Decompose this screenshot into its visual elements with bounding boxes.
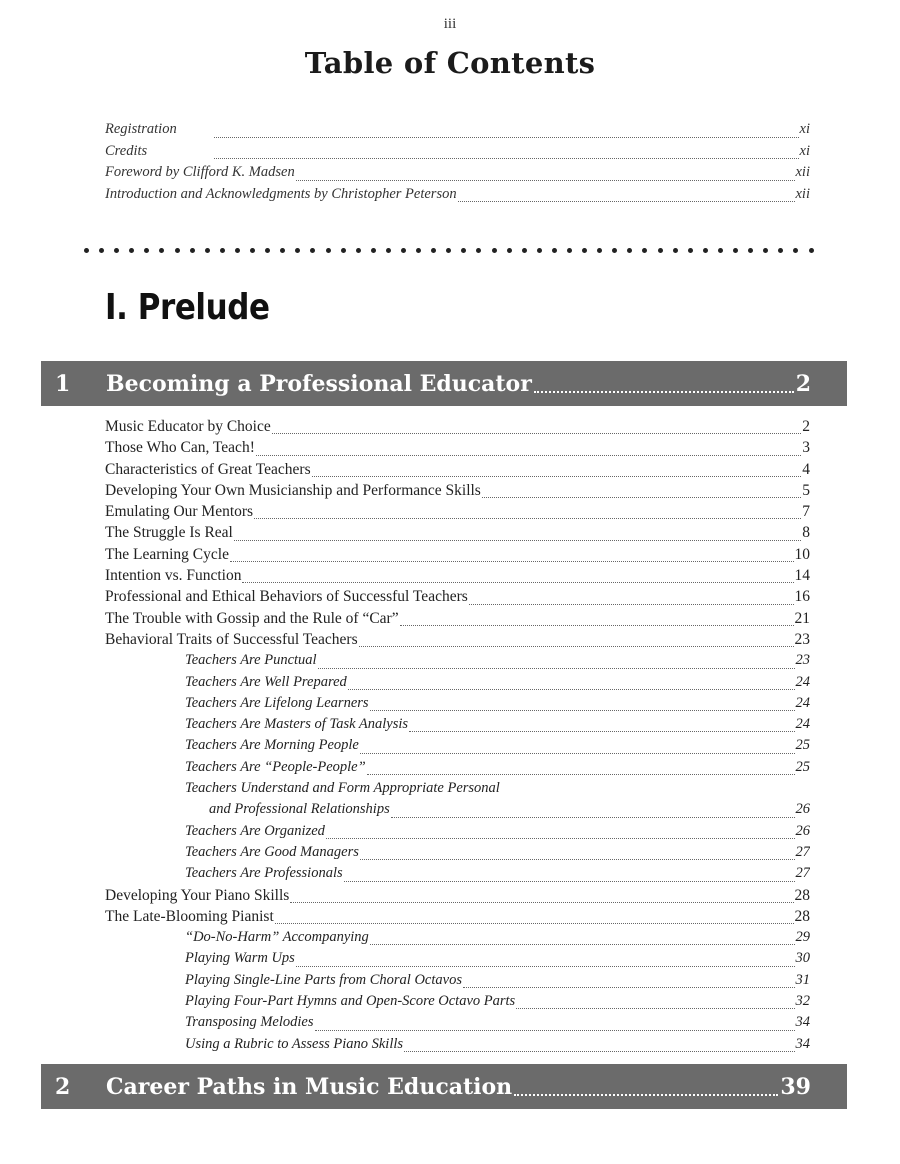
entry-label: Emulating Our Mentors — [105, 503, 254, 521]
entry-page: 27 — [795, 843, 810, 860]
dot-leader — [514, 1094, 778, 1096]
dot-leader — [370, 710, 795, 711]
dot-leader — [230, 561, 794, 562]
section-list — [105, 418, 810, 1057]
divider-dot — [401, 248, 406, 253]
chapter-number: 2 — [55, 1073, 71, 1100]
toc-entry[interactable] — [105, 567, 810, 588]
toc-subentry[interactable] — [105, 993, 810, 1014]
dot-leader — [272, 433, 802, 434]
divider-dot — [175, 248, 180, 253]
dot-leader — [463, 987, 795, 988]
entry-label: Behavioral Traits of Successful Teachers — [105, 630, 358, 648]
divider-dot — [341, 248, 346, 253]
divider-dot — [718, 248, 723, 253]
divider-dot — [84, 248, 89, 253]
dot-leader — [318, 668, 795, 669]
entry-label: Those Who Can, Teach! — [105, 439, 255, 457]
entry-label: Teachers Are Punctual — [185, 652, 317, 669]
toc-subentry[interactable] — [105, 929, 810, 950]
toc-entry[interactable] — [105, 482, 810, 503]
entry-page: 14 — [794, 567, 810, 585]
divider-dot — [371, 248, 376, 253]
entry-label: Intention vs. Function — [105, 567, 242, 585]
chapter-header-1[interactable] — [41, 361, 847, 406]
divider-dot — [446, 248, 451, 253]
divider-dot — [793, 248, 798, 253]
divider-dot — [567, 248, 572, 253]
dot-leader — [534, 391, 794, 393]
entry-label: Professional and Ethical Behaviors of Successful Teachers — [105, 588, 468, 606]
toc-entry[interactable] — [105, 546, 810, 567]
front-matter-entry[interactable] — [105, 121, 810, 143]
entry-label: Credits — [105, 142, 148, 159]
toc-entry[interactable] — [105, 503, 810, 524]
divider-dot — [280, 248, 285, 253]
entry-page: 24 — [795, 694, 810, 711]
entry-page: 16 — [794, 588, 810, 606]
toc-subentry[interactable] — [105, 759, 810, 780]
divider-dot — [461, 248, 466, 253]
entry-label: Introduction and Acknowledgments by Christopher Peterson — [105, 185, 457, 202]
divider-dot — [99, 248, 104, 253]
chapter-page: 2 — [795, 370, 811, 397]
divider-dot — [748, 248, 753, 253]
divider-dot — [114, 248, 119, 253]
entry-label: “Do-No-Harm” Accompanying — [185, 929, 369, 946]
toc-subentry[interactable] — [105, 737, 810, 758]
dot-leader — [254, 518, 801, 519]
entry-label: The Struggle Is Real — [105, 524, 233, 542]
entry-page: 25 — [795, 737, 810, 754]
entry-page: xi — [799, 142, 810, 159]
toc-subentry[interactable] — [105, 1014, 810, 1035]
divider-dot — [507, 248, 512, 253]
entry-label: Teachers Are Lifelong Learners — [185, 694, 369, 711]
dot-leader — [326, 838, 795, 839]
front-matter-entry[interactable] — [105, 143, 810, 165]
dot-leader — [400, 625, 794, 626]
divider-dot — [673, 248, 678, 253]
entry-page: 27 — [795, 865, 810, 882]
divider-dot — [612, 248, 617, 253]
entry-label: Characteristics of Great Teachers — [105, 460, 311, 478]
divider-dot — [235, 248, 240, 253]
entry-page: 8 — [802, 524, 810, 542]
toc-entry[interactable] — [105, 418, 810, 439]
page-title: Table of Contents — [304, 46, 596, 80]
chapter-title: Becoming a Professional Educator — [106, 370, 532, 397]
divider-dot — [492, 248, 497, 253]
entry-label: Teachers Are Well Prepared — [185, 673, 347, 690]
entry-page: 10 — [794, 545, 810, 563]
toc-subentry[interactable] — [105, 844, 810, 865]
divider-dot — [144, 248, 149, 253]
divider-dot — [416, 248, 421, 253]
entry-label: Developing Your Own Musicianship and Performance Skills — [105, 481, 481, 499]
divider-dot — [552, 248, 557, 253]
entry-page: 34 — [795, 1014, 810, 1031]
entry-page: 24 — [795, 716, 810, 733]
chapter-number: 1 — [55, 370, 71, 397]
toc-subentry[interactable] — [105, 823, 810, 844]
dot-leader — [256, 455, 801, 456]
entry-label: Playing Four-Part Hymns and Open-Score Octavo Parts — [185, 993, 516, 1010]
toc-subentry[interactable] — [105, 950, 810, 971]
divider-dot — [658, 248, 663, 253]
entry-label: Teachers Are Masters of Task Analysis — [185, 716, 409, 733]
part-title: I. Prelude — [105, 287, 270, 328]
entry-label: Registration — [105, 121, 177, 137]
dot-leader — [482, 497, 801, 498]
entry-page: 32 — [795, 993, 810, 1010]
dot-leader — [214, 137, 799, 138]
chapter-page: 39 — [780, 1073, 811, 1100]
divider-dot — [582, 248, 587, 253]
divider-dot — [763, 248, 768, 253]
dot-leader — [458, 201, 795, 202]
divider-dot — [129, 248, 134, 253]
divider-dot — [733, 248, 738, 253]
entry-page: 26 — [795, 801, 810, 818]
toc-subentry[interactable] — [105, 695, 810, 716]
toc-entry[interactable] — [105, 588, 810, 609]
dotted-divider — [84, 240, 814, 260]
entry-page: 2 — [802, 418, 810, 435]
toc-entry[interactable] — [105, 631, 810, 652]
divider-dot — [537, 248, 542, 253]
entry-label: Playing Single-Line Parts from Choral Octavos — [185, 971, 462, 988]
toc-subentry[interactable] — [105, 674, 810, 695]
dot-leader — [312, 476, 802, 477]
entry-label: Foreword by Clifford K. Madsen — [105, 164, 295, 180]
dot-leader — [344, 881, 795, 882]
entry-page: 7 — [802, 503, 810, 521]
entry-page: 24 — [795, 673, 810, 690]
dot-leader — [516, 1008, 794, 1009]
entry-page: 23 — [794, 630, 810, 648]
front-matter-entry[interactable] — [105, 164, 810, 186]
front-matter-list — [105, 121, 810, 207]
dot-leader — [348, 689, 795, 690]
divider-dot — [386, 248, 391, 253]
entry-label: and Professional Relationships — [209, 801, 390, 818]
entry-label: Using a Rubric to Assess Piano Skills — [185, 1035, 404, 1052]
entry-page: 30 — [795, 950, 810, 967]
dot-leader — [360, 753, 795, 754]
entry-page: 29 — [795, 929, 810, 946]
entry-page: 21 — [794, 609, 810, 627]
divider-dot — [476, 248, 481, 253]
dot-leader — [360, 859, 795, 860]
dot-leader — [242, 582, 793, 583]
entry-label: The Trouble with Gossip and the Rule of “Car” — [105, 609, 399, 627]
divider-dot — [597, 248, 602, 253]
divider-dot — [431, 248, 436, 253]
toc-subentry[interactable] — [105, 972, 810, 993]
toc-entry[interactable] — [105, 887, 810, 908]
divider-dot — [295, 248, 300, 253]
entry-label: Teachers Are Professionals — [185, 865, 343, 882]
toc-entry[interactable] — [105, 439, 810, 460]
entry-label: Transposing Melodies — [185, 1014, 314, 1031]
divider-dot — [356, 248, 361, 253]
dot-leader — [469, 604, 794, 605]
dot-leader — [290, 902, 793, 903]
divider-dot — [522, 248, 527, 253]
chapter-header-2[interactable] — [41, 1064, 847, 1109]
dot-leader — [409, 731, 794, 732]
entry-page: 26 — [795, 822, 810, 839]
entry-label: Music Educator by Choice — [105, 418, 271, 435]
dot-leader — [296, 180, 795, 181]
toc-entry[interactable] — [105, 610, 810, 631]
page-number: iii — [443, 16, 457, 32]
entry-label: Playing Warm Ups — [185, 950, 295, 967]
dot-leader — [359, 646, 794, 647]
divider-dot — [220, 248, 225, 253]
toc-subentry[interactable] — [105, 1036, 810, 1057]
divider-dot — [703, 248, 708, 253]
entry-page: xii — [795, 185, 810, 202]
toc-entry[interactable] — [105, 461, 810, 482]
entry-label: The Late-Blooming Pianist — [105, 907, 274, 925]
dot-leader — [315, 1030, 795, 1031]
divider-dot — [688, 248, 693, 253]
divider-dot — [778, 248, 783, 253]
entry-page: 31 — [795, 971, 810, 988]
toc-entry[interactable] — [105, 524, 810, 545]
dot-leader — [214, 158, 799, 159]
dot-leader — [234, 540, 801, 541]
divider-dot — [326, 248, 331, 253]
entry-label: Teachers Are “People-People” — [185, 758, 366, 775]
entry-page: 23 — [795, 652, 810, 669]
entry-page: 4 — [802, 460, 810, 478]
toc-subentry[interactable] — [105, 801, 810, 822]
divider-dot — [627, 248, 632, 253]
entry-label: Teachers Are Good Managers — [185, 843, 359, 860]
entry-label: Teachers Are Organized — [185, 822, 325, 839]
divider-dot — [265, 248, 270, 253]
entry-page: xi — [799, 121, 810, 137]
divider-dot — [205, 248, 210, 253]
divider-dot — [642, 248, 647, 253]
entry-label: Developing Your Piano Skills — [105, 886, 290, 904]
divider-dot — [190, 248, 195, 253]
entry-page: 25 — [795, 758, 810, 775]
entry-page: xii — [795, 164, 810, 180]
entry-page: 28 — [794, 886, 810, 904]
divider-dot — [159, 248, 164, 253]
front-matter-entry[interactable] — [105, 186, 810, 208]
dot-leader — [391, 817, 795, 818]
toc-subentry[interactable] — [105, 652, 810, 673]
entry-label: The Learning Cycle — [105, 545, 229, 563]
toc-entry-continued[interactable]: Teachers Understand and Form Appropriate Personal — [185, 780, 500, 797]
dot-leader — [367, 774, 795, 775]
divider-dot — [809, 248, 814, 253]
entry-page: 34 — [795, 1035, 810, 1052]
entry-label: Teachers Are Morning People — [185, 737, 359, 754]
toc-subentry[interactable] — [105, 716, 810, 737]
entry-page: 5 — [802, 481, 810, 499]
dot-leader — [275, 923, 794, 924]
dot-leader — [296, 966, 795, 967]
toc-entry[interactable] — [105, 908, 810, 929]
divider-dot — [250, 248, 255, 253]
toc-subentry[interactable] — [105, 865, 810, 886]
dot-leader — [370, 944, 795, 945]
chapter-title: Career Paths in Music Education — [106, 1073, 513, 1100]
entry-page: 3 — [802, 439, 810, 457]
dot-leader — [404, 1051, 794, 1052]
divider-dot — [310, 248, 315, 253]
entry-page: 28 — [794, 907, 810, 925]
